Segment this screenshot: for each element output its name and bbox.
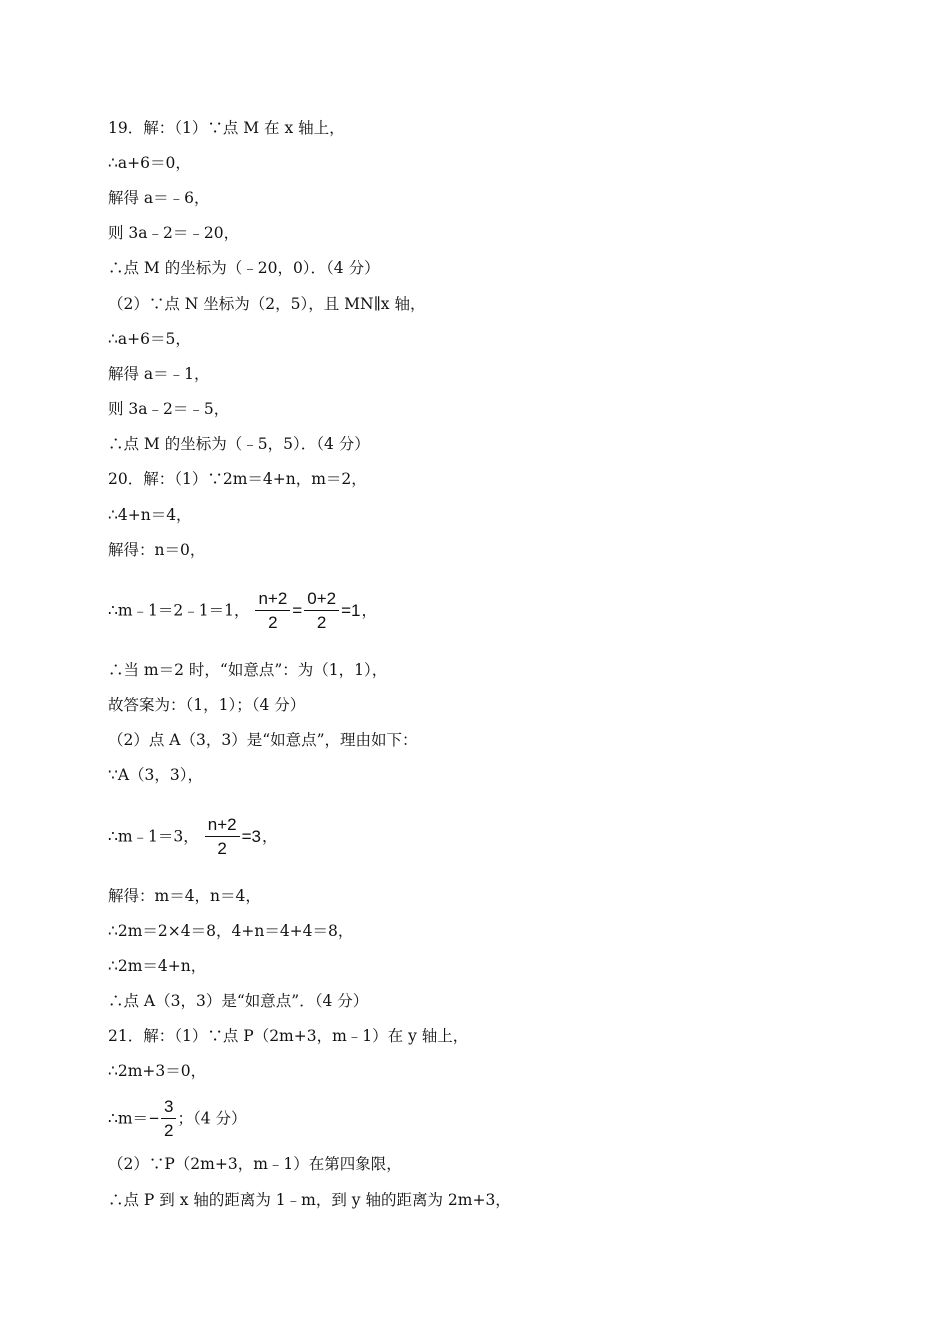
fraction-line-prefix: ∴m﹣1＝3， xyxy=(108,827,199,846)
text-line: 19．解：（1）∵点 M 在 x 轴上， xyxy=(108,119,345,137)
text-line: （2）∵P（2m+3，m﹣1）在第四象限， xyxy=(108,1155,402,1173)
fraction-line-prefix: ∴m＝ xyxy=(108,1109,149,1128)
fraction-denominator: 2 xyxy=(217,839,227,858)
fraction-line xyxy=(108,588,377,633)
fraction-denominator: 2 xyxy=(164,1121,174,1140)
text-line: 解得：m＝4，n＝4， xyxy=(108,887,261,905)
fraction-line-suffix: ， xyxy=(261,827,278,846)
equals-result: =1 xyxy=(341,600,361,620)
fraction-numerator: n+2 xyxy=(255,588,290,611)
minus-sign: − xyxy=(149,1108,159,1128)
text-line: 解得：n＝0， xyxy=(108,541,206,559)
text-line: ∴a+6＝5， xyxy=(108,330,191,348)
fraction xyxy=(304,588,339,633)
text-line: 则 3a﹣2＝﹣5， xyxy=(108,400,230,418)
text-line: 则 3a﹣2＝﹣20， xyxy=(108,224,240,242)
fraction-numerator: 3 xyxy=(161,1096,176,1119)
equals-sign: = xyxy=(292,600,303,620)
text-line: （2）∵点 N 坐标为（2，5），且 MN∥x 轴， xyxy=(108,295,426,313)
text-line: ∴点 M 的坐标为（﹣20，0）．（4 分） xyxy=(108,259,380,277)
text-line: 解得 a＝﹣6， xyxy=(108,189,210,207)
text-line: ∴当 m＝2 时，“如意点”：为（1，1）， xyxy=(108,661,388,679)
fraction-denominator: 2 xyxy=(316,613,327,632)
text-line: 20．解：（1）∵2m＝4+n，m＝2， xyxy=(108,470,367,488)
fraction xyxy=(205,814,240,859)
text-line: ∴点 P 到 x 轴的距离为 1﹣m，到 y 轴的距离为 2m+3， xyxy=(108,1191,511,1209)
fraction-line-prefix: ∴m﹣1＝2﹣1＝1， xyxy=(108,601,250,620)
fraction-denominator: 2 xyxy=(268,613,278,632)
text-line: ∴点 M 的坐标为（﹣5，5）．（4 分） xyxy=(108,435,370,453)
fraction-line-suffix: ， xyxy=(361,601,377,620)
text-line: ∴a+6＝0， xyxy=(108,154,191,172)
text-line: ∴4+n＝4， xyxy=(108,506,192,524)
text-line: （2）点 A（3，3）是“如意点”，理由如下： xyxy=(108,731,418,749)
text-line: ∴2m+3＝0， xyxy=(108,1062,207,1080)
fraction-numerator: 0+2 xyxy=(304,588,339,611)
fraction-line-suffix: ；（4 分） xyxy=(177,1109,247,1128)
text-line: 21．解：（1）∵点 P（2m+3，m﹣1）在 y 轴上， xyxy=(108,1027,469,1045)
text-line: ∵A（3，3）， xyxy=(108,766,204,784)
text-line: 解得 a＝﹣1， xyxy=(108,365,210,383)
fraction-numerator: n+2 xyxy=(205,814,240,837)
fraction-line xyxy=(108,814,277,859)
text-line: ∴2m＝4+n， xyxy=(108,957,207,975)
text-line: 故答案为：（1，1）；（4 分） xyxy=(108,696,306,714)
fraction xyxy=(161,1096,176,1141)
text-line: ∴点 A（3，3）是“如意点”．（4 分） xyxy=(108,992,369,1010)
fraction xyxy=(255,588,290,633)
equals-result: =3 xyxy=(241,826,261,846)
text-line: ∴2m＝2×4＝8，4+n＝4+4＝8， xyxy=(108,922,354,940)
fraction-line xyxy=(108,1096,247,1141)
